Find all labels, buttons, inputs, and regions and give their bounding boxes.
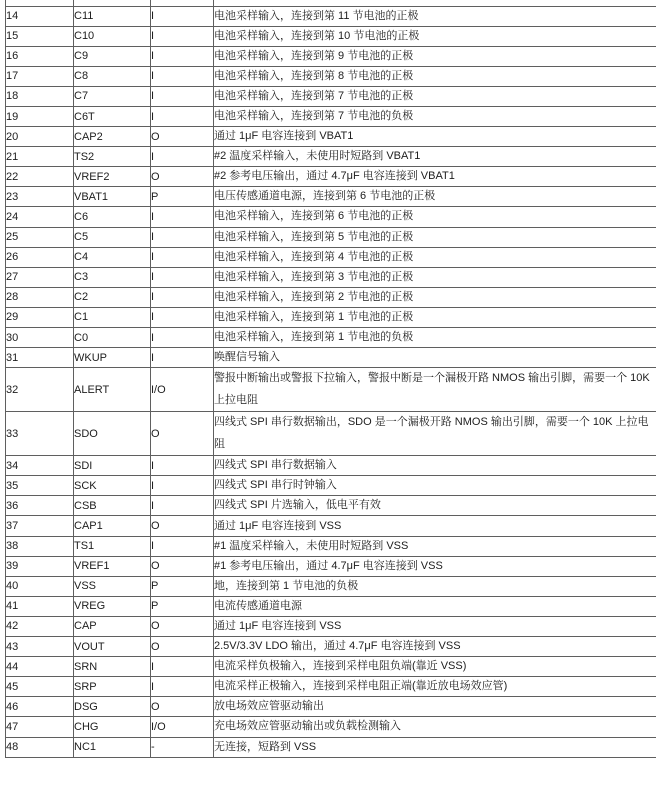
- desc-cell: 地，连接到第 1 节电池的负极: [214, 576, 656, 596]
- table-row: [6, 697, 656, 717]
- table-row: [6, 637, 656, 657]
- desc-cell: 电池采样输入，连接到第 1 节电池的正极: [214, 307, 656, 327]
- pin-cell: 21: [6, 147, 74, 167]
- name-cell: CAP2: [74, 127, 151, 147]
- pin-cell: 47: [6, 717, 74, 737]
- desc-cell: 放电场效应管驱动输出: [214, 697, 656, 717]
- table-row: [6, 576, 656, 596]
- type-cell: I: [151, 348, 214, 368]
- type-cell: I: [151, 657, 214, 677]
- type-cell: O: [151, 637, 214, 657]
- name-cell: C6: [74, 207, 151, 227]
- pin-cell: 20: [6, 127, 74, 147]
- table-row: [6, 247, 656, 267]
- desc-cell: 电池采样输入，连接到第 6 节电池的正极: [214, 207, 656, 227]
- name-cell: C0: [74, 328, 151, 348]
- pin-cell: 38: [6, 536, 74, 556]
- name-cell: NC1: [74, 737, 151, 757]
- table-row: [6, 737, 656, 757]
- type-cell: I: [151, 86, 214, 106]
- type-cell: I: [151, 147, 214, 167]
- type-cell: O: [151, 697, 214, 717]
- name-cell: CAP: [74, 616, 151, 636]
- table-row: [6, 677, 656, 697]
- desc-cell: 电压传感通道电源，连接到第 6 节电池的正极: [214, 187, 656, 207]
- type-cell: P: [151, 576, 214, 596]
- table-row: [6, 476, 656, 496]
- desc-cell: 2.5V/3.3V LDO 输出，通过 4.7μF 电容连接到 VSS: [214, 637, 656, 657]
- table-row: [6, 596, 656, 616]
- table-row: [6, 717, 656, 737]
- table-row: [6, 536, 656, 556]
- desc-cell: 四线式 SPI 串行数据输出，SDO 是一个漏极开路 NMOS 输出引脚，需要一个 10K 上拉电阻: [214, 412, 656, 456]
- pin-cell: 39: [6, 556, 74, 576]
- name-cell: VREF2: [74, 167, 151, 187]
- pin-description-table: [5, 0, 656, 758]
- type-cell: I: [151, 328, 214, 348]
- type-cell: O: [151, 127, 214, 147]
- type-cell: I: [151, 247, 214, 267]
- desc-cell: 电池采样输入，连接到第 7 节电池的正极: [214, 86, 656, 106]
- desc-cell: 四线式 SPI 串行数据输入: [214, 456, 656, 476]
- name-cell: C9: [74, 46, 151, 66]
- pin-cell: 45: [6, 677, 74, 697]
- desc-cell: 电流采样正极输入，连接到采样电阻正端(靠近放电场效应管): [214, 677, 656, 697]
- desc-cell: 电流传感通道电源: [214, 596, 656, 616]
- name-cell: CSB: [74, 496, 151, 516]
- name-cell: ALERT: [74, 368, 151, 412]
- pin-cell: 34: [6, 456, 74, 476]
- pin-cell: 18: [6, 86, 74, 106]
- name-cell: C2: [74, 287, 151, 307]
- desc-cell: 电流采样负极输入，连接到采样电阻负端(靠近 VSS): [214, 657, 656, 677]
- desc-cell: 电池采样输入，连接到第 3 节电池的正极: [214, 267, 656, 287]
- table-row: [6, 516, 656, 536]
- table-row: [6, 368, 656, 412]
- pin-cell: 30: [6, 328, 74, 348]
- pin-cell: 26: [6, 247, 74, 267]
- pin-cell: 42: [6, 616, 74, 636]
- pin-cell: 16: [6, 46, 74, 66]
- name-cell: C3: [74, 267, 151, 287]
- table-row: [6, 616, 656, 636]
- type-cell: O: [151, 167, 214, 187]
- table-row: [6, 187, 656, 207]
- name-cell: VREG: [74, 596, 151, 616]
- table-row: [6, 167, 656, 187]
- pin-cell: 24: [6, 207, 74, 227]
- pin-cell: 43: [6, 637, 74, 657]
- name-cell: SDO: [74, 412, 151, 456]
- name-cell: SRN: [74, 657, 151, 677]
- desc-cell: #1 温度采样输入，未使用时短路到 VSS: [214, 536, 656, 556]
- table-row: [6, 6, 656, 26]
- name-cell: C8: [74, 66, 151, 86]
- table-row: [6, 328, 656, 348]
- desc-cell: 电池采样输入，连接到第 10 节电池的正极: [214, 26, 656, 46]
- desc-cell: 电池采样输入，连接到第 11 节电池的正极: [214, 6, 656, 26]
- name-cell: TS1: [74, 536, 151, 556]
- table-row: [6, 287, 656, 307]
- name-cell: SRP: [74, 677, 151, 697]
- name-cell: C11: [74, 6, 151, 26]
- pin-cell: 41: [6, 596, 74, 616]
- table-row: [6, 106, 656, 126]
- table-row: [6, 307, 656, 327]
- table-row: [6, 147, 656, 167]
- name-cell: C4: [74, 247, 151, 267]
- desc-cell: #2 参考电压输出，通过 4.7μF 电容连接到 VBAT1: [214, 167, 656, 187]
- type-cell: I: [151, 106, 214, 126]
- name-cell: C1: [74, 307, 151, 327]
- table-row: [6, 412, 656, 456]
- name-cell: VSS: [74, 576, 151, 596]
- name-cell: VREF1: [74, 556, 151, 576]
- desc-cell: 电池采样输入，连接到第 7 节电池的负极: [214, 106, 656, 126]
- pin-cell: 31: [6, 348, 74, 368]
- desc-cell: #1 参考电压输出，通过 4.7μF 电容连接到 VSS: [214, 556, 656, 576]
- name-cell: CHG: [74, 717, 151, 737]
- type-cell: I: [151, 207, 214, 227]
- type-cell: O: [151, 516, 214, 536]
- name-cell: DSG: [74, 697, 151, 717]
- name-cell: VOUT: [74, 637, 151, 657]
- type-cell: I: [151, 476, 214, 496]
- type-cell: I: [151, 536, 214, 556]
- type-cell: O: [151, 556, 214, 576]
- type-cell: P: [151, 596, 214, 616]
- pin-cell: 22: [6, 167, 74, 187]
- table-row: [6, 267, 656, 287]
- type-cell: I: [151, 46, 214, 66]
- table-row: [6, 556, 656, 576]
- pin-cell: 28: [6, 287, 74, 307]
- name-cell: C7: [74, 86, 151, 106]
- type-cell: I/O: [151, 368, 214, 412]
- desc-cell: 四线式 SPI 串行时钟输入: [214, 476, 656, 496]
- type-cell: I: [151, 287, 214, 307]
- type-cell: I: [151, 227, 214, 247]
- pin-cell: 46: [6, 697, 74, 717]
- pin-cell: 19: [6, 106, 74, 126]
- desc-cell: 通过 1μF 电容连接到 VSS: [214, 616, 656, 636]
- table-row: [6, 456, 656, 476]
- name-cell: VBAT1: [74, 187, 151, 207]
- pin-cell: 32: [6, 368, 74, 412]
- pin-cell: 15: [6, 26, 74, 46]
- table-row: [6, 496, 656, 516]
- pin-cell: 44: [6, 657, 74, 677]
- type-cell: I: [151, 456, 214, 476]
- type-cell: I/O: [151, 717, 214, 737]
- pin-cell: 40: [6, 576, 74, 596]
- pin-cell: 35: [6, 476, 74, 496]
- pin-cell: 14: [6, 6, 74, 26]
- desc-cell: 电池采样输入，连接到第 2 节电池的正极: [214, 287, 656, 307]
- type-cell: O: [151, 616, 214, 636]
- name-cell: WKUP: [74, 348, 151, 368]
- pin-cell: 36: [6, 496, 74, 516]
- pin-cell: 27: [6, 267, 74, 287]
- desc-cell: 通过 1μF 电容连接到 VBAT1: [214, 127, 656, 147]
- name-cell: C6T: [74, 106, 151, 126]
- pin-cell: 25: [6, 227, 74, 247]
- desc-cell: 四线式 SPI 片选输入，低电平有效: [214, 496, 656, 516]
- type-cell: I: [151, 677, 214, 697]
- desc-cell: 唤醒信号输入: [214, 348, 656, 368]
- type-cell: -: [151, 737, 214, 757]
- table-row: [6, 86, 656, 106]
- desc-cell: 电池采样输入，连接到第 8 节电池的正极: [214, 66, 656, 86]
- pin-cell: 48: [6, 737, 74, 757]
- pin-cell: 37: [6, 516, 74, 536]
- table-row: [6, 26, 656, 46]
- table-row: [6, 66, 656, 86]
- pin-cell: 29: [6, 307, 74, 327]
- type-cell: P: [151, 187, 214, 207]
- table-row: [6, 227, 656, 247]
- table-row: [6, 207, 656, 227]
- desc-cell: #2 温度采样输入，未使用时短路到 VBAT1: [214, 147, 656, 167]
- desc-cell: 充电场效应管驱动输出或负载检测输入: [214, 717, 656, 737]
- name-cell: TS2: [74, 147, 151, 167]
- desc-cell: 电池采样输入，连接到第 1 节电池的负极: [214, 328, 656, 348]
- name-cell: SDI: [74, 456, 151, 476]
- pin-cell: 23: [6, 187, 74, 207]
- type-cell: I: [151, 26, 214, 46]
- pin-cell: 33: [6, 412, 74, 456]
- desc-cell: 电池采样输入，连接到第 4 节电池的正极: [214, 247, 656, 267]
- type-cell: I: [151, 66, 214, 86]
- type-cell: I: [151, 6, 214, 26]
- desc-cell: 通过 1μF 电容连接到 VSS: [214, 516, 656, 536]
- name-cell: CAP1: [74, 516, 151, 536]
- type-cell: I: [151, 496, 214, 516]
- desc-cell: 警报中断输出或警报下拉输入，警报中断是一个漏极开路 NMOS 输出引脚，需要一个 10K 上拉电阻: [214, 368, 656, 412]
- table-row: [6, 46, 656, 66]
- name-cell: C10: [74, 26, 151, 46]
- table-row: [6, 127, 656, 147]
- name-cell: SCK: [74, 476, 151, 496]
- desc-cell: 无连接，短路到 VSS: [214, 737, 656, 757]
- type-cell: O: [151, 412, 214, 456]
- name-cell: C5: [74, 227, 151, 247]
- type-cell: I: [151, 307, 214, 327]
- pin-cell: 17: [6, 66, 74, 86]
- pin-table-body: [6, 0, 656, 757]
- desc-cell: 电池采样输入，连接到第 9 节电池的正极: [214, 46, 656, 66]
- type-cell: I: [151, 267, 214, 287]
- table-row: [6, 657, 656, 677]
- table-row: [6, 348, 656, 368]
- desc-cell: 电池采样输入，连接到第 5 节电池的正极: [214, 227, 656, 247]
